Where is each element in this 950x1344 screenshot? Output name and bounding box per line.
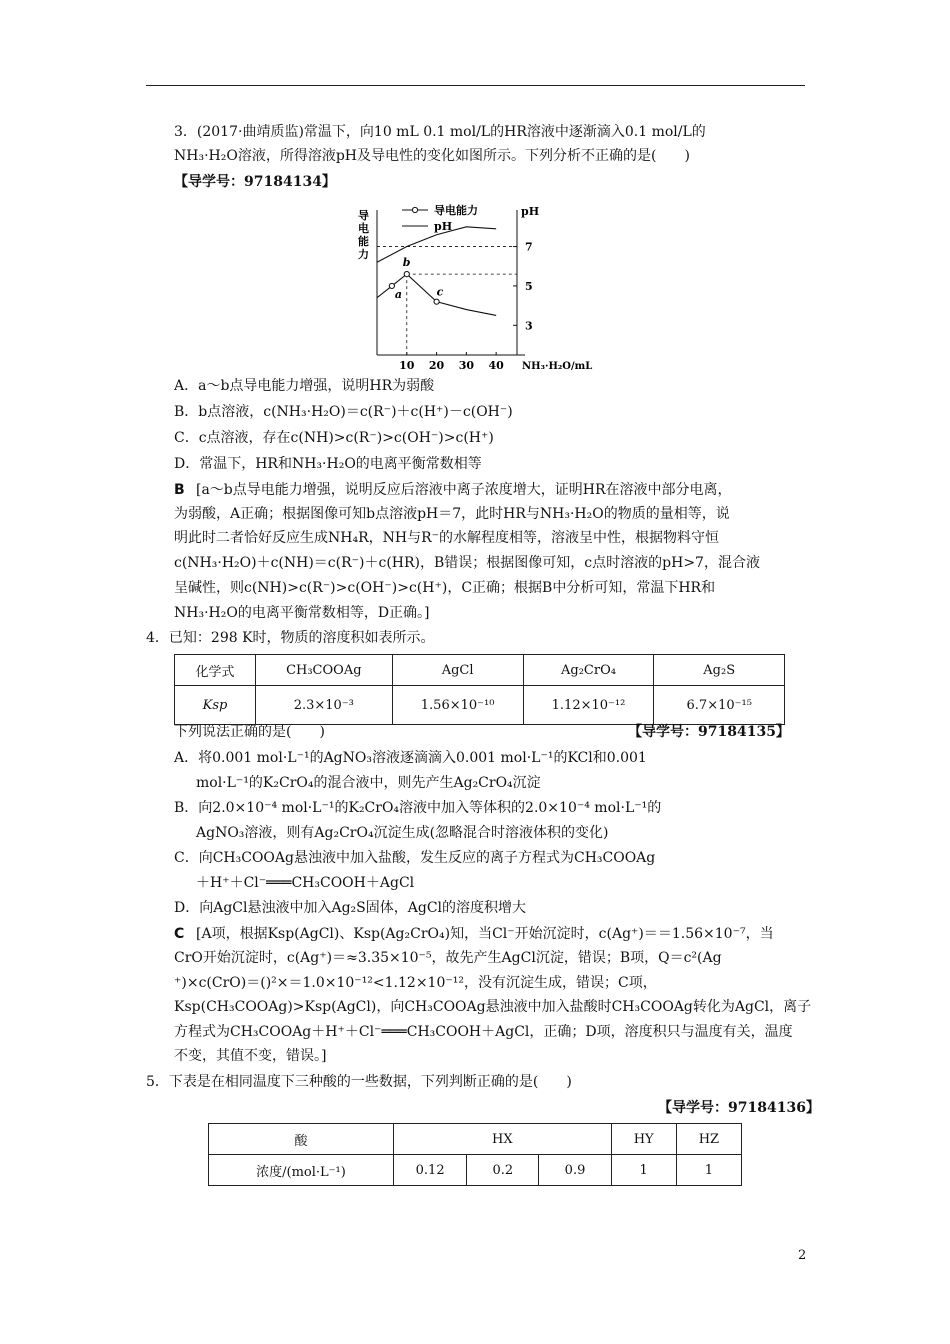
q3-option-d: D．常温下，HR和NH₃·H₂O的电离平衡常数相等 xyxy=(174,456,482,472)
x-tick-label: 10 xyxy=(399,359,415,372)
y-axis-label-char: 力 xyxy=(358,248,369,261)
y-axis-label-char: 导 xyxy=(358,209,369,222)
legend-conductivity-label: 导电能力 xyxy=(434,204,478,217)
q4-guide-number: 【导学号：97184135】 xyxy=(628,724,790,740)
y-axis-label-char: 电 xyxy=(358,222,369,235)
table-cell: 6.7×10⁻¹⁵ xyxy=(654,686,785,725)
y-tick-label: 7 xyxy=(525,240,533,254)
ksp-table xyxy=(174,654,785,725)
table-cell: HY xyxy=(611,1124,676,1155)
q4-option-c-2: ＋H⁺＋Cl⁻═══CH₃COOH＋AgCl xyxy=(196,875,415,891)
conductivity-ph-chart xyxy=(350,195,620,375)
top-rule xyxy=(146,85,805,86)
data-point xyxy=(389,283,394,288)
table-row xyxy=(175,655,785,686)
table-cell: 1.12×10⁻¹² xyxy=(523,686,654,725)
y-axis-label-right: pH xyxy=(521,205,540,218)
table-cell: 浓度/(mol·L⁻¹) xyxy=(209,1155,394,1186)
q4-option-b-1: B．向2.0×10⁻⁴ mol·L⁻¹的K₂CrO₄溶液中加入等体积的2.0×10⁻⁴ mol·L⁻¹的 xyxy=(174,800,662,816)
q3-explanation-1: [a～b点导电能力增强，说明反应后溶液中离子浓度增大，证明HR在溶液中部分电离， xyxy=(196,482,732,498)
point-label: b xyxy=(402,256,411,270)
q3-line2: NH₃·H₂O溶液，所得溶液pH及导电性的变化如图所示。下列分析不正确的是( ) xyxy=(174,148,690,164)
point-label: a xyxy=(394,287,403,301)
q3-explanation-4: c(NH₃·H₂O)＋c(NH)＝c(R⁻)＋c(HR)，B错误；根据图像可知，c点时溶液的pH>7，混合液 xyxy=(174,555,760,571)
q4-line1: 4．已知：298 K时，物质的溶度积如表所示。 xyxy=(146,630,435,646)
y-axis-label-char: 能 xyxy=(358,235,369,248)
page-number: 2 xyxy=(798,1248,807,1263)
table-cell: 酸 xyxy=(209,1124,394,1155)
x-axis-label: NH₃·H₂O/mL xyxy=(522,361,593,372)
q4-prompt: 下列说法正确的是( ) xyxy=(174,724,325,740)
table-cell: Ksp xyxy=(175,686,256,725)
y-tick-label: 5 xyxy=(525,279,533,293)
table-cell: 0.12 xyxy=(393,1155,466,1186)
legend-conductivity-marker xyxy=(412,207,417,212)
table-cell: 化学式 xyxy=(175,655,256,686)
data-point xyxy=(404,272,409,277)
q4-option-b-2: AgNO₃溶液，则有Ag₂CrO₄沉淀生成(忽略混合时溶液体积的变化) xyxy=(196,825,609,841)
q4-option-d: D．向AgCl悬浊液中加入Ag₂S固体，AgCl的溶度积增大 xyxy=(174,900,527,916)
q3-guide-number: 【导学号：97184134】 xyxy=(174,174,336,190)
q4-option-c-1: C．向CH₃COOAg悬浊液中加入盐酸，发生反应的离子方程式为CH₃COOAg xyxy=(174,850,656,866)
q4-explanation-2: CrO开始沉淀时，c(Ag⁺)＝≈3.35×10⁻⁵，故先产生AgCl沉淀，错误；B项，Q＝c²(Ag xyxy=(174,950,722,966)
q4-explanation-1: [A项，根据Ksp(AgCl)、Ksp(Ag₂CrO₄)知，当Cl⁻开始沉淀时，c(Ag⁺)＝＝1.56×10⁻⁷，当 xyxy=(196,926,774,942)
table-cell: Ag₂S xyxy=(654,655,785,686)
table-cell: 1 xyxy=(676,1155,741,1186)
q3-answer-letter: B xyxy=(174,482,185,498)
table-cell: CH₃COOAg xyxy=(255,655,392,686)
x-tick-label: 20 xyxy=(428,359,445,372)
q4-answer-letter: C xyxy=(174,926,185,942)
q3-explanation-6: NH₃·H₂O的电离平衡常数相等，D正确。] xyxy=(174,605,430,621)
table-cell: HZ xyxy=(676,1124,741,1155)
q3-option-a: A．a～b点导电能力增强，说明HR为弱酸 xyxy=(174,378,435,394)
q5-line1: 5．下表是在相同温度下三种酸的一些数据，下列判断正确的是( ) xyxy=(146,1074,572,1090)
table-cell: 1.56×10⁻¹⁰ xyxy=(392,686,523,725)
q3-line1: 3．(2017·曲靖质监)常温下，向10 mL 0.1 mol/L的HR溶液中逐渐滴入0.1 mol/L的 xyxy=(174,124,706,140)
table-cell: HX xyxy=(393,1124,611,1155)
q3-option-b: B．b点溶液，c(NH₃·H₂O)＝c(R⁻)＋c(H⁺)－c(OH⁻) xyxy=(174,404,513,420)
table-cell: 0.9 xyxy=(539,1155,611,1186)
q3-explanation-5: 呈碱性，则c(NH)>c(R⁻)>c(OH⁻)>c(H⁺)，C正确；根据B中分析可知，常温下HR和 xyxy=(174,580,716,596)
x-tick-label: 40 xyxy=(488,359,504,372)
acid-table xyxy=(208,1123,742,1186)
table-cell: AgCl xyxy=(392,655,523,686)
legend-ph-label: pH xyxy=(434,220,453,233)
q4-explanation-6: 不变，其值不变，错误。] xyxy=(174,1048,327,1064)
x-tick-label: 30 xyxy=(458,359,475,372)
q4-explanation-4: Ksp(CH₃COOAg)>Ksp(AgCl)，向CH₃COOAg悬浊液中加入盐酸时CH₃COOAg转化为AgCl，离子 xyxy=(174,999,812,1015)
table-cell: 1 xyxy=(611,1155,676,1186)
q3-option-c: C．c点溶液，存在c(NH)>c(R⁻)>c(OH⁻)>c(H⁺) xyxy=(174,430,494,446)
q3-explanation-2: 为弱酸，A正确；根据图像可知b点溶液pH＝7，此时HR与NH₃·H₂O的物质的量相等，说 xyxy=(174,506,730,522)
table-row xyxy=(209,1155,742,1186)
table-cell: Ag₂CrO₄ xyxy=(523,655,654,686)
q4-explanation-3: ⁺)×c(CrO)＝()²×＝1.0×10⁻¹²<1.12×10⁻¹²，没有沉淀生成，错误；C项， xyxy=(174,975,657,991)
table-cell: 0.2 xyxy=(467,1155,539,1186)
q3-explanation-3: 明此时二者恰好反应生成NH₄R，NH与R⁻的水解程度相等，溶液呈中性，根据物料守恒 xyxy=(174,530,719,546)
q4-option-a-1: A．将0.001 mol·L⁻¹的AgNO₃溶液逐滴滴入0.001 mol·L⁻¹的KCl和0.001 xyxy=(174,750,647,766)
table-cell: 2.3×10⁻³ xyxy=(255,686,392,725)
q5-guide-number: 【导学号：97184136】 xyxy=(658,1100,820,1116)
table-row xyxy=(209,1124,742,1155)
q4-option-a-2: mol·L⁻¹的K₂CrO₄的混合液中，则先产生Ag₂CrO₄沉淀 xyxy=(196,775,541,791)
table-row xyxy=(175,686,785,725)
q4-explanation-5: 方程式为CH₃COOAg＋H⁺＋Cl⁻═══CH₃COOH＋AgCl，正确；D项，溶度积只与温度有关，温度 xyxy=(174,1024,793,1040)
y-tick-label: 3 xyxy=(525,319,533,333)
point-label: c xyxy=(436,285,444,299)
data-point xyxy=(434,299,439,304)
